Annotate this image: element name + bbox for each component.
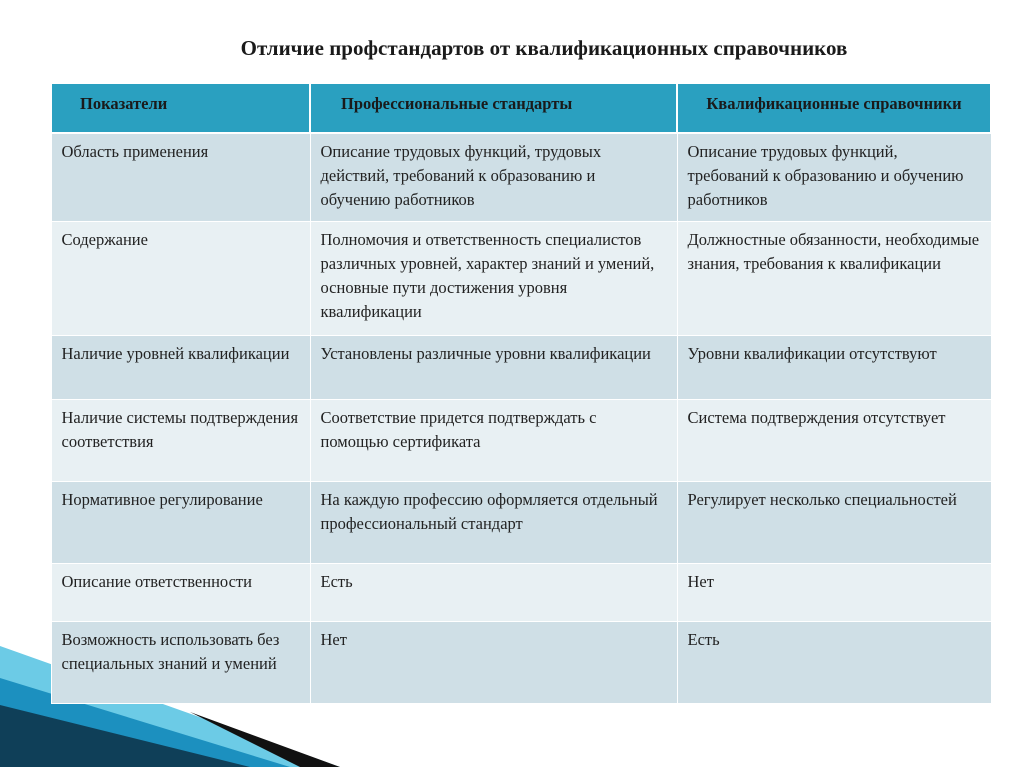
row-label: Область применения bbox=[51, 133, 310, 221]
table-row bbox=[51, 563, 991, 621]
comparison-table bbox=[50, 82, 992, 704]
header-indicators: Показатели bbox=[51, 83, 310, 133]
cell-prof-standard: Есть bbox=[310, 563, 677, 621]
cell-prof-standard: На каждую профессию оформляется отдельный профессиональный стандарт bbox=[310, 481, 677, 563]
page-title: Отличие профстандартов от квалификационных справочников bbox=[240, 36, 848, 60]
cell-prof-standard: Установлены различные уровни квалификации bbox=[310, 335, 677, 399]
cell-qual-handbook: Описание трудовых функций, требований к образованию и обучению работников bbox=[677, 133, 991, 221]
header-qualification-handbooks: Квалификационные справочники bbox=[677, 83, 991, 133]
row-label: Содержание bbox=[51, 221, 310, 335]
table-row bbox=[51, 621, 991, 703]
row-label: Описание ответственности bbox=[51, 563, 310, 621]
cell-qual-handbook: Уровни квалификации отсутствуют bbox=[677, 335, 991, 399]
cell-qual-handbook: Должностные обязанности, необходимые знания, требования к квалификации bbox=[677, 221, 991, 335]
table-row bbox=[51, 481, 991, 563]
row-label: Наличие уровней квалификации bbox=[51, 335, 310, 399]
cell-qual-handbook: Система подтверждения отсутствует bbox=[677, 399, 991, 481]
cell-prof-standard: Нет bbox=[310, 621, 677, 703]
row-label: Возможность использовать без специальных знаний и умений bbox=[51, 621, 310, 703]
cell-prof-standard: Описание трудовых функций, трудовых действий, требований к образованию и обучению работников bbox=[310, 133, 677, 221]
cell-qual-handbook: Есть bbox=[677, 621, 991, 703]
table-header-row bbox=[51, 83, 991, 133]
table-row bbox=[51, 335, 991, 399]
cell-qual-handbook: Регулирует несколько специальностей bbox=[677, 481, 991, 563]
row-label: Наличие системы подтверждения соответствия bbox=[51, 399, 310, 481]
table-row bbox=[51, 133, 991, 221]
cell-prof-standard: Соответствие придется подтверждать с помощью сертификата bbox=[310, 399, 677, 481]
row-label: Нормативное регулирование bbox=[51, 481, 310, 563]
cell-prof-standard: Полномочия и ответственность специалистов различных уровней, характер знаний и умений, основные пути достижения уровня квалификации bbox=[310, 221, 677, 335]
table-row bbox=[51, 399, 991, 481]
table-row bbox=[51, 221, 991, 335]
cell-qual-handbook: Нет bbox=[677, 563, 991, 621]
header-professional-standards: Профессиональные стандарты bbox=[310, 83, 677, 133]
